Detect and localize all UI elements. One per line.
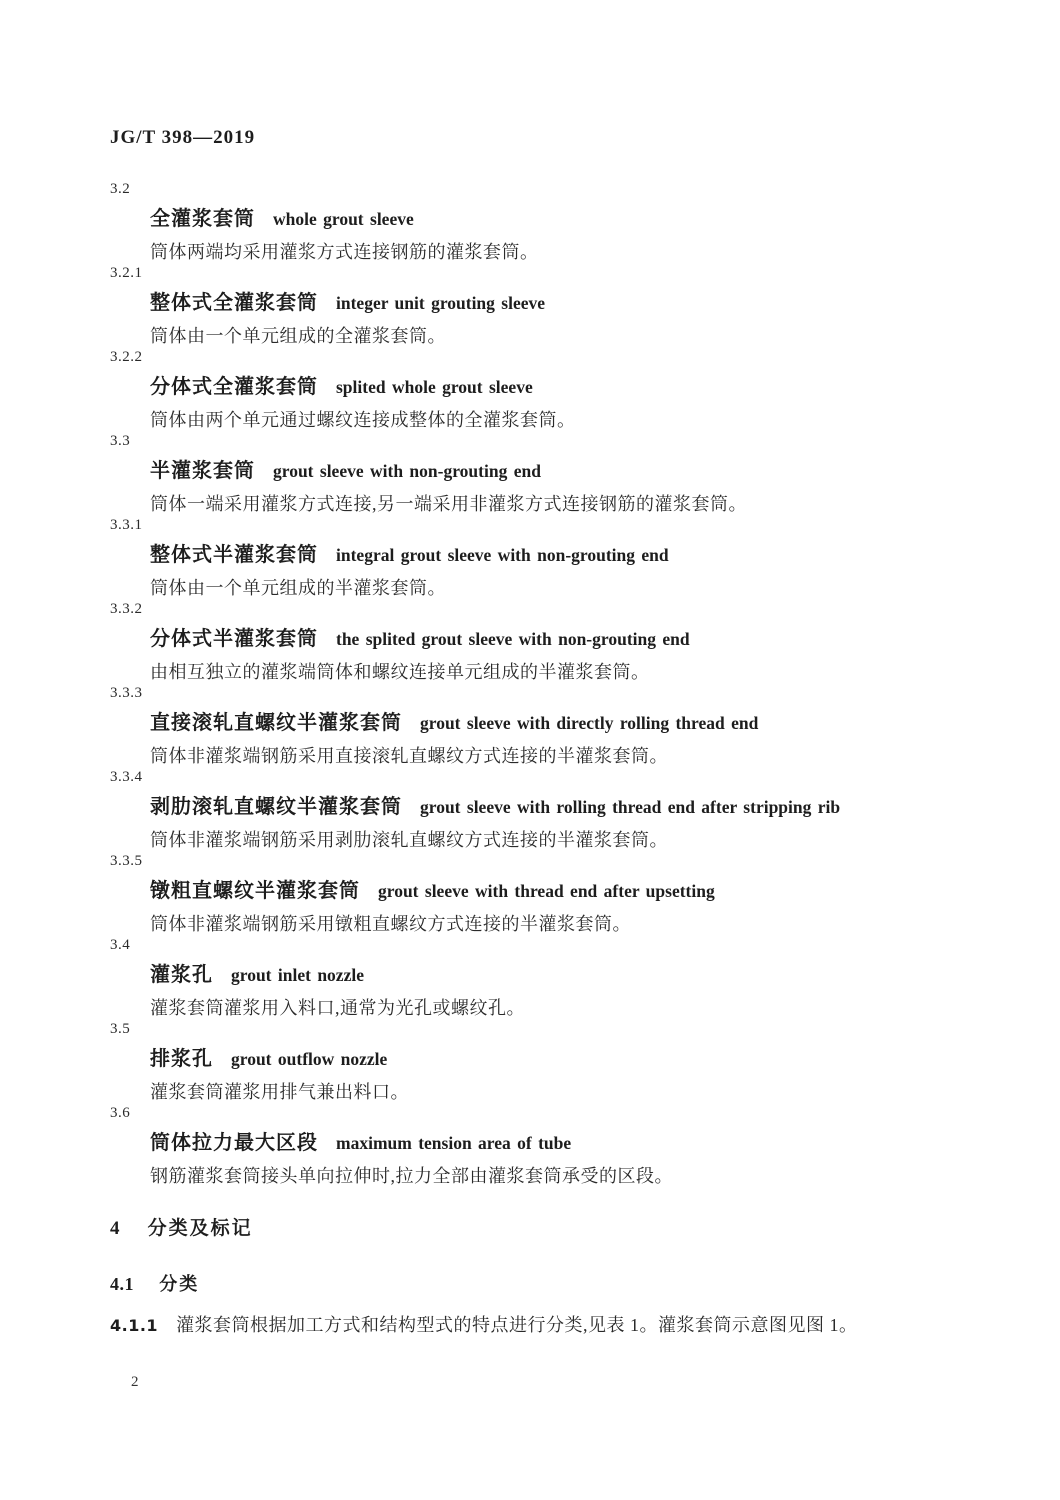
term-english: integer unit grouting sleeve (336, 293, 546, 313)
definition-block (110, 516, 1000, 600)
term-line (110, 375, 1000, 400)
term-chinese: 全灌浆套筒 (150, 206, 255, 230)
term-line (110, 627, 1000, 652)
definition-text: 筒体由两个单元通过螺纹连接成整体的全灌浆套筒。 (150, 410, 576, 430)
clause-number: 3.3.2 (110, 601, 143, 617)
term-line (110, 879, 1000, 904)
term-chinese: 整体式全灌浆套筒 (150, 290, 318, 314)
definition-text: 筒体由一个单元组成的半灌浆套筒。 (150, 578, 446, 598)
clause-number: 3.3.1 (110, 517, 143, 533)
definition-block (110, 1104, 1000, 1188)
term-line (110, 963, 1000, 988)
definition-block (110, 936, 1000, 1020)
term-english: grout sleeve with thread end after upsetting (378, 881, 715, 901)
clause-number: 3.2 (110, 181, 131, 197)
section-title: 分类 (159, 1274, 200, 1295)
definition-block (110, 264, 1000, 348)
clause-text: 灌浆套筒根据加工方式和结构型式的特点进行分类,见表 1。灌浆套筒示意图见图 1。 (176, 1315, 858, 1335)
chapter-number: 4 (110, 1218, 120, 1239)
term-line (110, 543, 1000, 568)
definition-text: 钢筋灌浆套筒接头单向拉伸时,拉力全部由灌浆套筒承受的区段。 (150, 1166, 673, 1186)
clause-number: 3.3.4 (110, 769, 143, 785)
definition-text: 由相互独立的灌浆端筒体和螺纹连接单元组成的半灌浆套筒。 (150, 662, 650, 682)
term-chinese: 筒体拉力最大区段 (150, 1130, 318, 1154)
term-chinese: 分体式全灌浆套筒 (150, 374, 318, 398)
term-line (110, 291, 1000, 316)
term-english: grout outflow nozzle (231, 1049, 388, 1069)
clause-number: 3.3.5 (110, 853, 143, 869)
term-chinese: 镦粗直螺纹半灌浆套筒 (150, 878, 360, 902)
term-english: splited whole grout sleeve (336, 377, 533, 397)
term-chinese: 整体式半灌浆套筒 (150, 542, 318, 566)
chapter-4-heading (110, 1216, 1000, 1241)
clause-number: 3.3 (110, 433, 131, 449)
clause-number: 3.6 (110, 1105, 131, 1121)
definition-block (110, 768, 1000, 852)
definition-block (110, 432, 1000, 516)
term-english: grout sleeve with rolling thread end after stripping rib (420, 797, 841, 817)
clause-number: 3.2.2 (110, 349, 143, 365)
term-english: maximum tension area of tube (336, 1133, 572, 1153)
definition-text: 灌浆套筒灌浆用入料口,通常为光孔或螺纹孔。 (150, 998, 525, 1018)
term-chinese: 直接滚轧直螺纹半灌浆套筒 (150, 710, 402, 734)
definition-text: 灌浆套筒灌浆用排气兼出料口。 (150, 1082, 409, 1102)
chapter-title: 分类及标记 (147, 1217, 253, 1239)
term-chinese: 分体式半灌浆套筒 (150, 626, 318, 650)
term-line (110, 207, 1000, 232)
term-line (110, 1047, 1000, 1072)
term-english: integral grout sleeve with non-grouting end (336, 545, 669, 565)
definition-text: 筒体非灌浆端钢筋采用镦粗直螺纹方式连接的半灌浆套筒。 (150, 914, 631, 934)
clause-4-1-1 (110, 1313, 1000, 1338)
page-number: 2 (131, 1374, 139, 1390)
term-line (110, 711, 1000, 736)
definition-block (110, 348, 1000, 432)
definition-block (110, 1020, 1000, 1104)
definition-text: 筒体一端采用灌浆方式连接,另一端采用非灌浆方式连接钢筋的灌浆套筒。 (150, 494, 747, 514)
term-chinese: 剥肋滚轧直螺纹半灌浆套筒 (150, 794, 402, 818)
term-english: grout sleeve with directly rolling thread end (420, 713, 759, 733)
standard-number-header: JG/T 398—2019 (110, 127, 256, 148)
clause-number: 3.2.1 (110, 265, 143, 281)
clause-number: 3.5 (110, 1021, 131, 1037)
definition-block (110, 684, 1000, 768)
terms-and-definitions-section (110, 180, 1000, 1338)
clause-number: 4.1.1 (110, 1316, 159, 1335)
term-chinese: 排浆孔 (150, 1046, 213, 1070)
definition-text: 筒体由一个单元组成的全灌浆套筒。 (150, 326, 446, 346)
section-number: 4.1 (110, 1274, 134, 1294)
definition-text: 筒体两端均采用灌浆方式连接钢筋的灌浆套筒。 (150, 242, 539, 262)
definition-block (110, 852, 1000, 936)
definition-text: 筒体非灌浆端钢筋采用剥肋滚轧直螺纹方式连接的半灌浆套筒。 (150, 830, 668, 850)
definition-text: 筒体非灌浆端钢筋采用直接滚轧直螺纹方式连接的半灌浆套筒。 (150, 746, 668, 766)
clause-number: 3.4 (110, 937, 131, 953)
definition-block (110, 180, 1000, 264)
term-english: grout sleeve with non-grouting end (273, 461, 541, 481)
term-line (110, 1131, 1000, 1156)
term-line (110, 459, 1000, 484)
section-4-1-heading (110, 1272, 1000, 1297)
term-line (110, 795, 1000, 820)
term-english: whole grout sleeve (273, 209, 414, 229)
term-chinese: 半灌浆套筒 (150, 458, 255, 482)
term-english: the splited grout sleeve with non-grouting end (336, 629, 690, 649)
term-english: grout inlet nozzle (231, 965, 364, 985)
definition-block (110, 600, 1000, 684)
clause-number: 3.3.3 (110, 685, 143, 701)
term-chinese: 灌浆孔 (150, 962, 213, 986)
